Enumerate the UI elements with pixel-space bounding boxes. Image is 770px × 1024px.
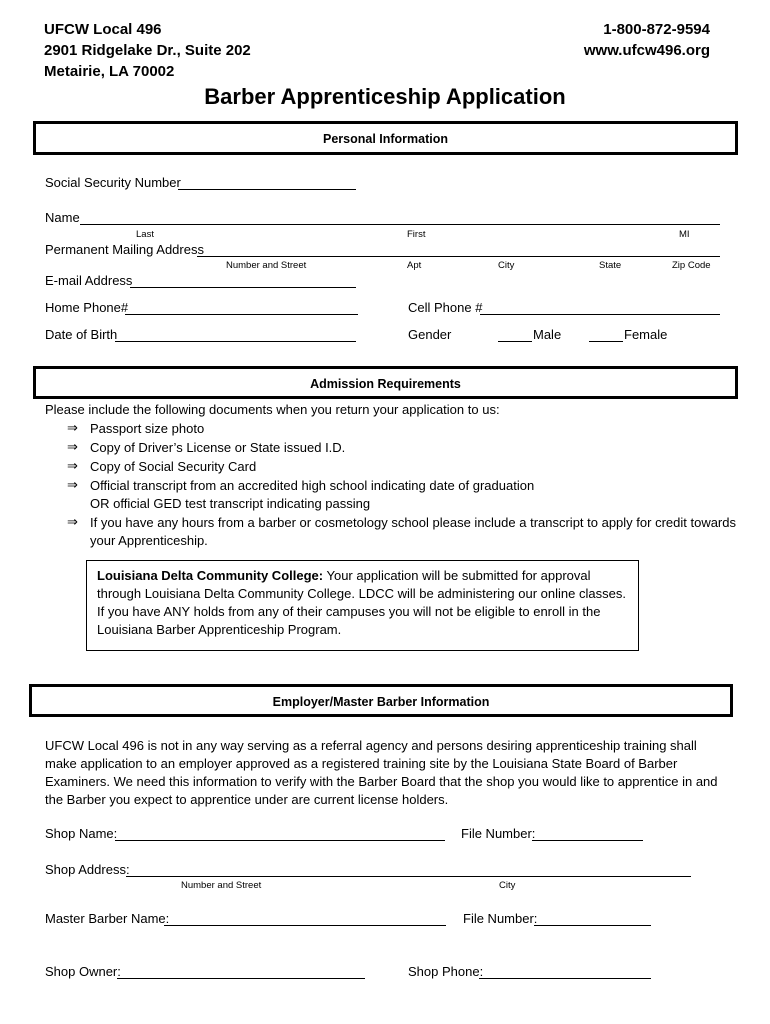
address-sub-zip: Zip Code — [672, 260, 711, 271]
org-address-line1: 2901 Ridgelake Dr., Suite 202 — [44, 42, 251, 59]
shop-address-sub-city: City — [499, 880, 516, 891]
org-phone: 1-800-872-9594 — [603, 21, 710, 38]
ldcc-note-box — [86, 560, 639, 651]
address-sub-city: City — [498, 260, 515, 271]
file-number-label: File Number: — [461, 826, 536, 841]
shop-owner-field[interactable] — [117, 978, 365, 979]
email-label: E-mail Address — [45, 273, 133, 288]
gender-label: Gender — [408, 327, 452, 342]
file-number-field[interactable] — [532, 840, 643, 841]
requirement-item: Copy of Social Security Card — [90, 459, 257, 474]
requirement-item: Copy of Driver’s License or State issued I.D. — [90, 440, 346, 455]
email-field[interactable] — [130, 287, 356, 288]
male-checkline[interactable] — [498, 341, 532, 342]
org-website: www.ufcw496.org — [583, 42, 710, 59]
requirement-item-continued: OR official GED test transcript indicating passing — [90, 496, 371, 511]
arrow-right-icon: ⇒ — [67, 477, 78, 492]
requirement-item: Passport size photo — [90, 421, 205, 436]
home-phone-label: Home Phone# — [45, 300, 129, 315]
name-label: Name — [45, 210, 80, 225]
shop-owner-label: Shop Owner: — [45, 964, 121, 979]
address-sub-apt: Apt — [407, 260, 422, 271]
file-number-field-2[interactable] — [534, 925, 651, 926]
shop-phone-field[interactable] — [479, 978, 651, 979]
employer-title: Employer/Master Barber Information — [272, 695, 490, 709]
shop-address-field[interactable] — [126, 876, 691, 877]
admission-title: Admission Requirements — [310, 377, 461, 391]
master-barber-field[interactable] — [164, 925, 446, 926]
arrow-right-icon: ⇒ — [67, 458, 78, 473]
dob-field[interactable] — [115, 341, 356, 342]
org-address-line2: Metairie, LA 70002 — [44, 63, 175, 80]
arrow-right-icon: ⇒ — [67, 514, 78, 529]
name-sub-last: Last — [136, 229, 154, 240]
personal-info-title: Personal Information — [322, 132, 449, 146]
female-checkline[interactable] — [589, 341, 623, 342]
requirement-item-continued: your Apprenticeship. — [90, 533, 208, 548]
page-title: Barber Apprenticeship Application — [204, 84, 566, 109]
requirement-item: Official transcript from an accredited high school indicating date of graduation — [90, 478, 535, 493]
female-label: Female — [624, 327, 668, 342]
employer-paragraph: UFCW Local 496 is not in any way serving as a referral agency and persons desiring apprenticeship training shall make application to an employer approved as a registered training site by the Louisiana State Board of Barber Examiners. We need this information to verify with the Barber Board that the shop you would like to apprentice in and the Barber you expect to apprentice under are current license holders. — [45, 738, 718, 807]
home-phone-field[interactable] — [125, 314, 358, 315]
shop-name-label: Shop Name: — [45, 826, 118, 841]
cell-phone-label: Cell Phone # — [408, 300, 483, 315]
shop-phone-label: Shop Phone: — [408, 964, 484, 979]
ldcc-note-text: Your application will be submitted for approval through Louisiana Delta Community College. LDCC will be administering our online classes. If you have ANY holds from any of their campuses you will not be eligible to enroll in the Louisiana Barber Apprenticeship Program. — [97, 568, 626, 637]
shop-address-label: Shop Address: — [45, 862, 130, 877]
shop-name-field[interactable] — [115, 840, 445, 841]
personal-info-header — [33, 121, 738, 155]
arrow-right-icon: ⇒ — [67, 439, 78, 454]
address-sub-street: Number and Street — [226, 260, 307, 271]
dob-label: Date of Birth — [45, 327, 118, 342]
admission-intro: Please include the following documents when you return your application to us: — [45, 402, 500, 417]
name-field[interactable] — [80, 224, 720, 225]
address-sub-state: State — [599, 260, 622, 271]
ssn-field[interactable] — [178, 189, 356, 190]
master-barber-label: Master Barber Name: — [45, 911, 170, 926]
address-field[interactable] — [197, 256, 720, 257]
employer-header — [29, 684, 733, 717]
name-sub-mi: MI — [679, 229, 690, 240]
name-sub-first: First — [407, 229, 426, 240]
ldcc-note-heading: Louisiana Delta Community College: — [97, 568, 324, 583]
male-label: Male — [533, 327, 562, 342]
ssn-label: Social Security Number — [45, 175, 181, 190]
arrow-right-icon: ⇒ — [67, 420, 78, 435]
cell-phone-field[interactable] — [480, 314, 720, 315]
address-label: Permanent Mailing Address — [45, 242, 204, 257]
org-name: UFCW Local 496 — [44, 21, 162, 38]
shop-address-sub-street: Number and Street — [181, 880, 262, 891]
file-number-label-2: File Number: — [463, 911, 538, 926]
requirement-item: If you have any hours from a barber or cosmetology school please include a transcript to apply for credit towards — [90, 515, 736, 530]
admission-header — [33, 366, 738, 399]
